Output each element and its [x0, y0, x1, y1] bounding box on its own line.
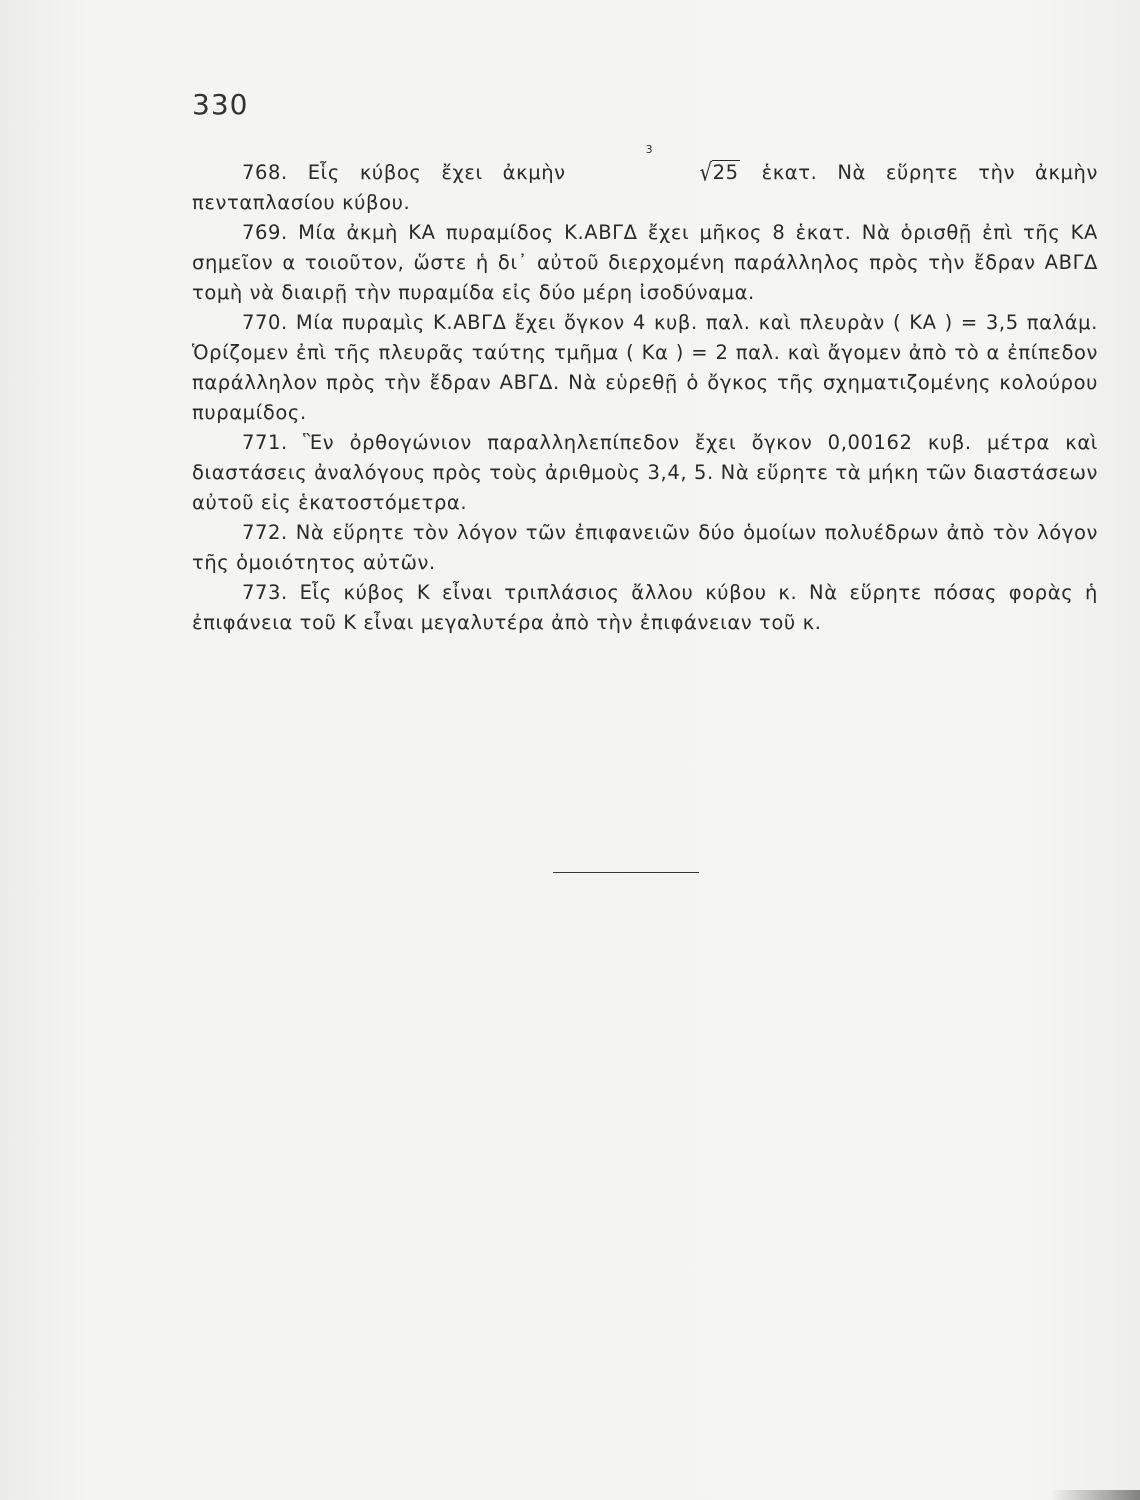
problem-773: 773. Εἷς κύβος Κ εἶναι τριπλάσιος ἄλλου κύβου κ. Νὰ εὕρητε πόσας φορὰς ἡ ἐπιφάνεια τοῦ Κ εἶναι μεγαλυτέρα ἀπὸ τὴν ἐπιφάνειαν τοῦ κ.	[192, 581, 1098, 634]
radicand: 25	[712, 161, 739, 184]
page-number: 330	[192, 88, 249, 121]
problem-list	[192, 143, 1098, 638]
section-divider	[553, 872, 699, 873]
problem-768-text: 768. Εἷς κύβος ἔχει ἀκμὴν	[242, 161, 586, 184]
radical-sign-icon: √	[699, 158, 713, 187]
root-index: 3	[645, 143, 654, 156]
problem-771: 771. Ἓν ὀρθογώνιον παραλληλεπίπεδον ἔχει ὄγκον 0,00162 κυβ. μέτρα καὶ διαστάσεις ἀναλόγους πρὸς τοὺς ἀριθμοὺς 3,4, 5. Νὰ εὕρητε τὰ μήκη τῶν διαστάσεων αὐτοῦ εἰς ἑκατοστόμετρα.	[192, 431, 1098, 514]
scan-edge-shadow	[1050, 1490, 1140, 1500]
problem-769: 769. Μία ἀκμὴ ΚΑ πυραμίδος Κ.ΑΒΓΔ ἔχει μῆκος 8 ἑκατ. Νὰ ὁρισθῇ ἐπὶ τῆς ΚΑ σημεῖον α τοιοῦτον, ὥστε ἡ δι᾽ αὐτοῦ διερχομένη παράλληλος πρὸς τὴν ἔδραν ΑΒΓΔ τομὴ νὰ διαιρῇ τὴν πυραμίδα εἰς δύο μέρη ἰσοδύναμα.	[192, 221, 1098, 304]
problem-772: 772. Νὰ εὕρητε τὸν λόγον τῶν ἐπιφανειῶν δύο ὁμοίων πολυέδρων ἀπὸ τὸν λόγον τῆς ὁμοιότητος αὐτῶν.	[192, 521, 1098, 574]
problem-768-text-end: ἑκατ. Νὰ εὕρητε τὴν ἀκμὴν πενταπλασίου κύβου.	[192, 161, 1098, 214]
problem-770: 770. Μία πυραμὶς Κ.ΑΒΓΔ ἔχει ὄγκον 4 κυβ. παλ. καὶ πλευρὰν ( ΚΑ ) = 3,5 παλάμ. Ὁρίζομεν ἐπὶ τῆς πλευρᾶς ταύτης τμῆμα ( Κα ) = 2 παλ. καὶ ἄγομεν ἀπὸ τὸ α ἐπίπεδον παράλληλον πρὸς τὴν ἔδραν ΑΒΓΔ. Νὰ εὑρεθῇ ὁ ὄγκος τῆς σχηματιζομένης κολούρου πυραμίδος.	[192, 311, 1098, 424]
cube-root	[600, 143, 740, 188]
problem-768	[192, 143, 1098, 218]
